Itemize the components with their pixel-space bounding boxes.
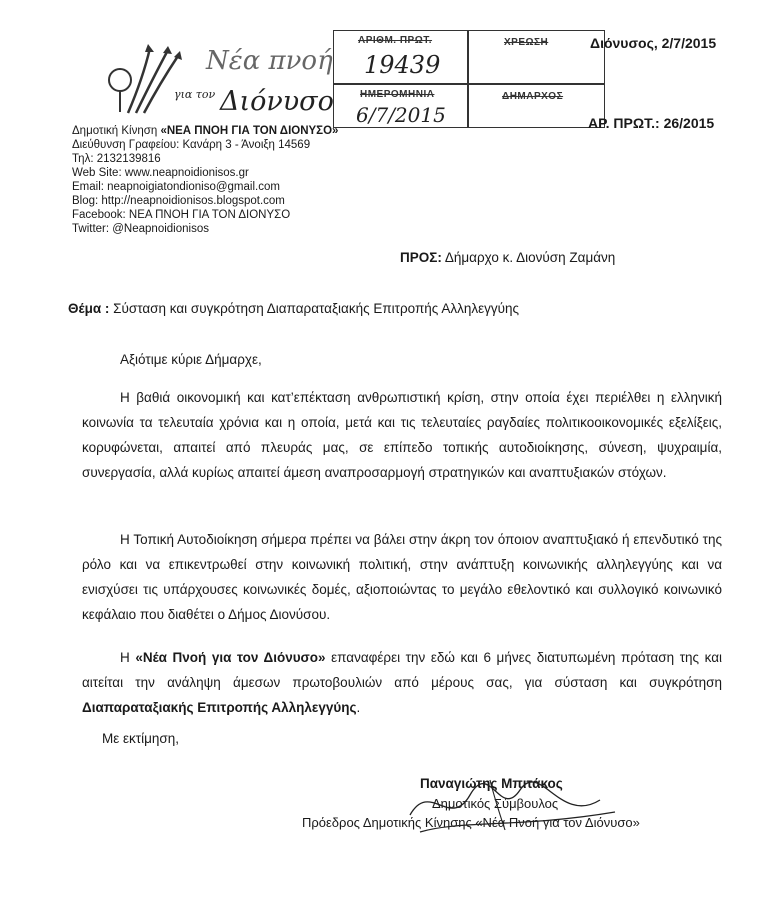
subject-text: Σύσταση και συγκρότηση Διαπαραταξιακής Επιτροπής Αλληλεγγύης xyxy=(109,301,519,316)
recipient-label: ΠΡΟΣ: xyxy=(400,250,442,265)
stamp-office-label: ΔΗΜΑΡΧΟΣ xyxy=(502,91,564,102)
stamp-protocol-label: ΑΡΙΘΜ. ΠΡΩΤ. xyxy=(358,35,433,46)
signatory-role: Δημοτικός Σύμβουλος xyxy=(432,796,559,811)
closing: Με εκτίμηση, xyxy=(102,731,179,746)
p3-end: . xyxy=(356,700,361,715)
salutation: Αξιότιμε κύριε Δήμαρχε, xyxy=(120,352,262,367)
registry-stamp xyxy=(333,30,605,128)
paragraph-2 xyxy=(82,527,722,627)
facebook-line: Facebook: ΝΕΑ ΠΝΟΗ ΓΙΑ ΤΟΝ ΔΙΟΝΥΣΟ xyxy=(72,209,291,221)
paragraph-3 xyxy=(82,645,722,720)
stamp-divider-h xyxy=(334,83,604,85)
paragraph-2-text: Η Τοπική Αυτοδιοίκηση σήμερα πρέπει να βάλει στην άκρη τον όποιον αναπτυξιακό ή επενδυτικό της ρόλο και να επικεντρωθεί στην κοινωνική πολιτική, στην ανάπτυξη κοινωνικής αλληλεγγύης και να ενισχύσει τις υπάρχουσες κοινωνικές δομές, αξιοποιώντας το μεγάλο εθελοντικό και συλλογικό κοινωνικό κεφάλαιο που διαθέτει ο Δήμος Διονύσου. xyxy=(82,532,722,622)
logo-text-1: Νέα πνοή xyxy=(206,46,333,76)
website-line: Web Site: www.neapnoidionisos.gr xyxy=(72,167,249,179)
email-line: Email: neapnoigiatondioniso@gmail.com xyxy=(72,181,280,193)
logo-text-2: για τον xyxy=(174,88,216,101)
stamp-protocol-number: 19439 xyxy=(364,51,441,79)
document-date: Διόνυσος, 2/7/2015 xyxy=(590,35,717,51)
logo-text-3: Διόνυσο xyxy=(220,86,334,117)
phone-line: Τηλ: 2132139816 xyxy=(72,153,161,165)
signatory-title: Πρόεδρος Δημοτικής Κίνησης «Νέα Πνοή για τον Διόνυσο» xyxy=(302,815,640,830)
p3-mid: επαναφέρει την εδώ και 6 μήνες διατυπωμένη πρόταση της και αιτείται την ανάληψη άμεσων πρωτοβουλιών από μέρους σας, για σύσταση και συγκρότηση xyxy=(82,650,723,690)
contact-block xyxy=(72,124,402,236)
recipient-name: Δήμαρχο κ. Διονύση Ζαμάνη xyxy=(441,250,616,265)
org-name: «ΝΕΑ ΠΝΟΗ ΓΙΑ ΤΟΝ ΔΙΟΝΥΣΟ» xyxy=(160,125,339,137)
recipient-line xyxy=(400,250,615,265)
p3-start: Η xyxy=(120,650,136,665)
stamp-divider-v xyxy=(467,31,469,127)
protocol-number: ΑΡ. ΠΡΩΤ.: 26/2015 xyxy=(588,115,715,131)
p3-org-name: «Νέα Πνοή για τον Διόνυσο» xyxy=(135,650,326,665)
handwritten-signature xyxy=(400,770,630,840)
subject-label: Θέμα : xyxy=(68,301,110,316)
signatory-name: Παναγιώτης Μπιτάκος xyxy=(420,776,563,791)
twitter-line: Twitter: @Neapnoidionisos xyxy=(72,223,209,235)
stamp-charge-label: ΧΡΕΩΣΗ xyxy=(504,37,549,48)
p3-committee-name: Διαπαραταξιακής Επιτροπής Αλληλεγγύης xyxy=(82,700,357,715)
org-line xyxy=(72,124,402,138)
paragraph-1-text: Η βαθιά οικονομική και κατ’επέκταση ανθρωπιστική κρίση, στην οποία έχει περιέλθει η ελληνική κοινωνία τα τελευταία χρόνια και η οποία, μετά και τις τελευταίες ραγδαίες πολιτικοοικονομικές εξελίξεις, κορυφώνεται, απαιτεί από πλευράς μας, σε επίπεδο τοπικής αυτοδιοίκησης, σύνεση, ψυχραιμία, συνεργασία, αλλά κυρίως απαιτεί άμεση αναπροσαρμογή στρατηγικών και αναπτυξιακών στόχων. xyxy=(82,390,722,480)
stamp-date-label: ΗΜΕΡΟΜΗΝΙΑ xyxy=(360,89,435,100)
address-line: Διεύθυνση Γραφείου: Κανάρη 3 - Άνοιξη 14569 xyxy=(72,139,311,151)
paragraph-1 xyxy=(82,385,722,485)
logo-graphic xyxy=(98,38,218,118)
blog-line: Blog: http://neapnoidionisos.blogspot.com xyxy=(72,195,285,207)
stamp-date-value: 6/7/2015 xyxy=(356,103,446,127)
subject-line xyxy=(68,301,519,316)
org-prefix: Δημοτική Κίνηση xyxy=(72,125,161,137)
logo xyxy=(98,38,353,128)
